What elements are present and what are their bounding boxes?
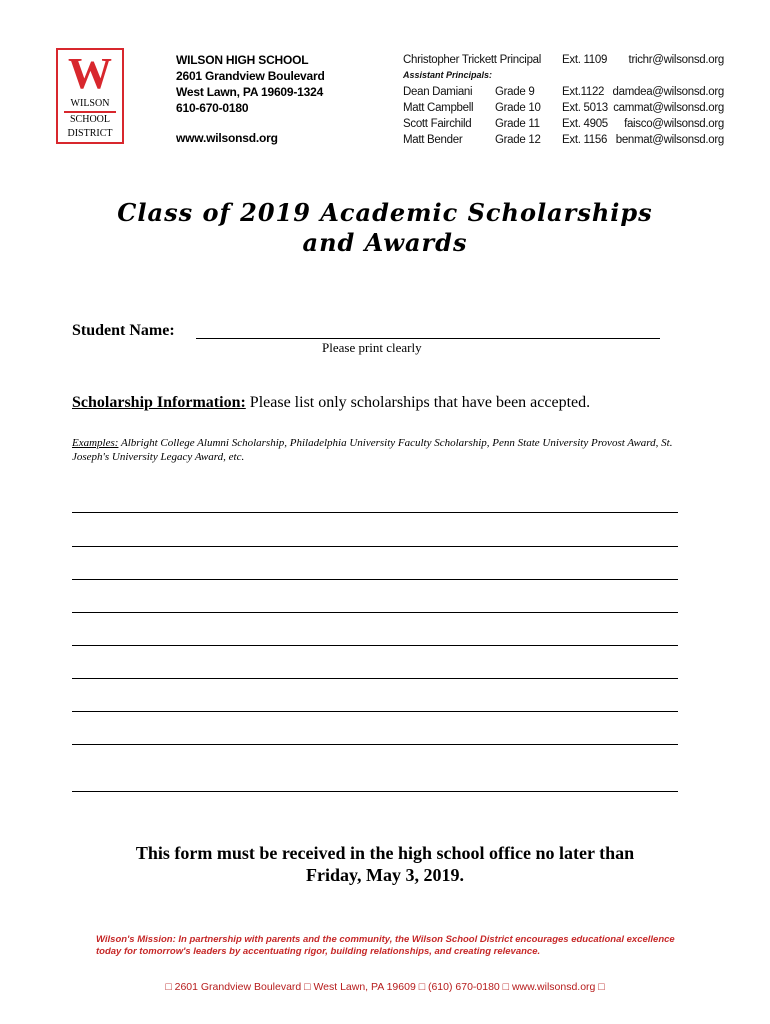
assistant-name: Dean Damiani: [403, 86, 473, 98]
print-clearly-note: Please print clearly: [322, 340, 422, 355]
assistant-grade: Grade 10: [495, 102, 541, 114]
assistant-email: damdea@wilsonsd.org: [612, 86, 724, 98]
assistant-email: faisco@wilsonsd.org: [624, 118, 724, 130]
student-name-label: Student Name:: [72, 322, 175, 339]
title-line-2: and Awards: [302, 228, 468, 257]
scholarship-entry-line[interactable]: [72, 744, 678, 745]
district-logo: [56, 48, 124, 144]
school-address: [176, 52, 325, 146]
logo-line-3: DISTRICT: [67, 128, 113, 139]
assistant-email: benmat@wilsonsd.org: [615, 134, 724, 146]
scholarship-entry-line[interactable]: [72, 678, 678, 679]
assistant-grade: Grade 12: [495, 134, 541, 146]
logo-letter: W: [68, 49, 112, 98]
deadline-line-2: Friday, May 3, 2019.: [306, 865, 464, 885]
assistant-name: Scott Fairchild: [403, 118, 472, 130]
assistant-name: Matt Bender: [403, 134, 463, 146]
assistant-name: Matt Campbell: [403, 102, 474, 114]
title-line-1: Class of 2019 Academic Scholarships: [117, 198, 653, 227]
scholarship-examples: [72, 436, 702, 464]
assistant-ext: Ext. 5013: [562, 102, 608, 114]
principal-title: Principal: [499, 54, 542, 66]
deadline-notice: [0, 842, 770, 886]
assistant-ext: Ext.1122: [562, 86, 605, 98]
assistant-principals-label: Assistant Principals:: [403, 70, 493, 80]
scholarship-entry-line[interactable]: [72, 612, 678, 613]
logo-divider: [64, 111, 116, 113]
scholarship-instruction-text: Please list only scholarships that have been accepted.: [245, 394, 591, 411]
principal-ext: Ext. 1109: [562, 54, 608, 66]
assistant-ext: Ext. 1156: [562, 134, 608, 146]
school-name: WILSON HIGH SCHOOL: [176, 53, 309, 67]
logo-line-2: SCHOOL: [69, 114, 110, 125]
mission-statement: Wilson's Mission: In partnership with parents and the community, the Wilson School District encourages educational excellence today for tomorrow's leaders by accentuating rigor, building relationships, and creating relevance.: [96, 934, 675, 957]
assistant-grade: Grade 11: [495, 118, 540, 130]
scholarship-entry-line[interactable]: [72, 711, 678, 712]
scholarship-entry-line[interactable]: [72, 546, 678, 547]
assistant-email: cammat@wilsonsd.org: [613, 102, 724, 114]
logo-line-1: WILSON: [70, 98, 110, 109]
page-footer: □ 2601 Grandview Boulevard □ West Lawn, PA 19609 □ (610) 670-0180 □ www.wilsonsd.org □: [165, 981, 605, 993]
assistant-ext: Ext. 4905: [562, 118, 608, 130]
scholarship-entry-line[interactable]: [72, 791, 678, 792]
school-street: 2601 Grandview Boulevard: [176, 69, 325, 83]
school-website: www.wilsonsd.org: [176, 131, 278, 145]
principal-row: [403, 52, 541, 68]
scholarship-instructions: [72, 394, 590, 412]
deadline-line-1: This form must be received in the high school office no later than: [135, 843, 635, 863]
scholarship-entry-line[interactable]: [72, 645, 678, 646]
examples-label: Examples:: [72, 437, 119, 449]
school-phone: 610-670-0180: [176, 101, 249, 115]
assistant-grade: Grade 9: [495, 86, 535, 98]
student-name-field[interactable]: [196, 338, 660, 339]
principal-name: Christopher Trickett: [403, 54, 497, 66]
principal-email: trichr@wilsonsd.org: [628, 54, 724, 66]
scholarship-entry-line[interactable]: [72, 512, 678, 513]
school-city: West Lawn, PA 19609-1324: [176, 85, 324, 99]
page-title: [0, 198, 770, 258]
scholarship-colon: :: [240, 394, 246, 411]
scholarship-entry-line[interactable]: [72, 579, 678, 580]
scholarship-label: Scholarship Information: [72, 394, 241, 411]
examples-text: Albright College Alumni Scholarship, Philadelphia University Faculty Scholarship, Penn State University Provost Award, St. Joseph's University Legacy Award, etc.: [72, 437, 673, 463]
